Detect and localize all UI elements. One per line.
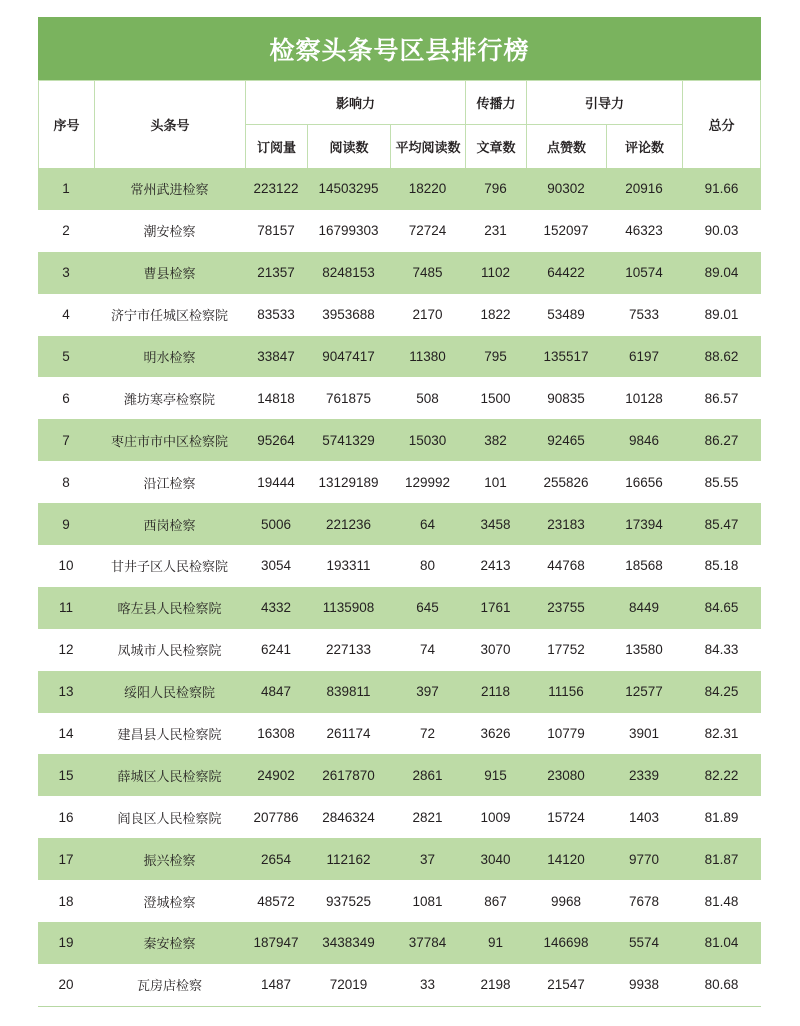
account-name-cell: 振兴检察 (143, 853, 196, 869)
subscriptions-cell: 16308 (257, 726, 295, 742)
likes-cell: 152097 (543, 223, 589, 239)
avg-reads-cell: 74 (419, 642, 436, 658)
comments-cell: 8449 (628, 600, 660, 616)
avg-reads-cell: 2861 (412, 767, 443, 783)
avg-reads-cell: 72 (419, 726, 436, 742)
subscriptions-cell: 83533 (257, 307, 295, 323)
avg-reads-cell: 2821 (412, 809, 443, 825)
table-row (38, 964, 761, 1006)
total-score-cell: 81.89 (704, 809, 739, 825)
subscriptions-cell: 2654 (260, 851, 292, 867)
account-name-cell: 建昌县人民检察院 (117, 728, 222, 744)
comments-cell: 2339 (628, 767, 660, 783)
subscriptions-cell: 207786 (253, 809, 299, 825)
reads-cell: 3953688 (322, 307, 375, 323)
rank-cell: 13 (58, 684, 74, 700)
comments-cell: 9846 (628, 432, 660, 448)
subscriptions-cell: 6241 (260, 642, 292, 658)
reads-cell: 72019 (329, 977, 368, 993)
subscriptions-cell: 14818 (257, 390, 295, 406)
table-row (38, 587, 761, 629)
rank-cell: 1 (62, 181, 70, 197)
avg-reads-cell: 1081 (412, 893, 443, 909)
articles-cell: 3040 (480, 851, 511, 867)
avg-reads-cell: 37 (419, 851, 436, 867)
reads-cell: 1135908 (322, 600, 375, 616)
subscriptions-cell: 3054 (260, 558, 292, 574)
rank-cell: 20 (58, 977, 74, 993)
likes-cell: 14120 (547, 851, 585, 867)
total-score-cell: 85.18 (704, 558, 739, 574)
likes-cell: 23080 (547, 767, 585, 783)
comments-cell: 12577 (625, 684, 663, 700)
rank-cell: 4 (62, 307, 70, 323)
reads-cell: 2617870 (322, 767, 375, 783)
articles-cell: 3070 (480, 642, 511, 658)
avg-reads-cell: 15030 (408, 432, 447, 448)
total-score-cell: 84.25 (704, 684, 739, 700)
rank-cell: 10 (58, 558, 74, 574)
avg-reads-cell: 72724 (408, 223, 447, 239)
header-group-guidance: 引导力 (526, 80, 683, 125)
subscriptions-cell: 223122 (253, 181, 299, 197)
table-row (38, 252, 761, 294)
rank-cell: 5 (62, 349, 70, 364)
likes-cell: 23755 (547, 600, 585, 616)
rank-cell: 19 (58, 935, 74, 951)
articles-cell: 1761 (480, 600, 511, 616)
total-score-cell: 85.47 (704, 516, 739, 532)
reads-cell: 5741329 (322, 432, 375, 448)
reads-cell: 839811 (326, 684, 371, 700)
table-row (38, 671, 761, 713)
subscriptions-cell: 1487 (260, 977, 292, 993)
account-name-cell: 沿江检察 (143, 476, 196, 492)
total-score-cell: 84.65 (704, 600, 739, 616)
articles-cell: 2198 (480, 977, 511, 993)
account-name-cell: 曹县检察 (143, 267, 196, 283)
articles-cell: 795 (484, 349, 507, 364)
header-reads: 阅读数 (307, 124, 391, 169)
subscriptions-cell: 95264 (257, 432, 295, 448)
header-subscriptions: 订阅量 (245, 124, 308, 169)
likes-cell: 90835 (547, 390, 585, 406)
articles-cell: 101 (484, 474, 507, 490)
rank-cell: 14 (58, 726, 74, 742)
articles-cell: 796 (484, 181, 507, 197)
account-name-cell: 甘井子区人民检察院 (110, 560, 228, 576)
page-title: 检察头条号区县排行榜 (38, 17, 761, 80)
reads-cell: 8248153 (322, 265, 375, 281)
total-score-cell: 89.04 (704, 265, 739, 281)
header-articles: 文章数 (465, 124, 527, 169)
reads-cell: 227133 (325, 642, 372, 658)
avg-reads-cell: 508 (416, 390, 439, 406)
table-row (38, 629, 761, 671)
articles-cell: 3458 (480, 516, 511, 532)
likes-cell: 53489 (547, 307, 585, 323)
account-name-cell: 秦安检察 (143, 937, 196, 953)
account-name-cell: 澄城检察 (143, 895, 196, 911)
comments-cell: 9938 (628, 977, 660, 993)
comments-cell: 20916 (625, 181, 663, 197)
avg-reads-cell: 80 (419, 558, 436, 574)
table-row (38, 377, 761, 419)
articles-cell: 915 (484, 767, 507, 783)
account-name-cell: 绥阳人民检察院 (123, 686, 215, 702)
table-row (38, 838, 761, 880)
articles-cell: 3626 (480, 726, 511, 742)
total-score-cell: 81.04 (704, 935, 739, 951)
total-score-cell: 85.55 (704, 474, 739, 490)
likes-cell: 21547 (547, 977, 585, 993)
rank-cell: 18 (58, 893, 74, 909)
reads-cell: 2846324 (322, 809, 375, 825)
table-row (38, 461, 761, 503)
rank-cell: 2 (62, 223, 70, 239)
subscriptions-cell: 4847 (260, 684, 292, 700)
subscriptions-cell: 33847 (257, 349, 295, 364)
total-score-cell: 82.22 (704, 767, 739, 783)
likes-cell: 9968 (550, 893, 582, 909)
reads-cell: 937525 (325, 893, 372, 909)
subscriptions-cell: 78157 (257, 223, 295, 239)
account-name-cell: 常州武进检察 (130, 183, 209, 199)
reads-cell: 112162 (326, 851, 371, 867)
account-name-cell: 瓦房店检察 (136, 979, 202, 995)
articles-cell: 1102 (480, 265, 511, 281)
rank-cell: 11 (58, 600, 73, 616)
table-row (38, 880, 761, 922)
total-score-cell: 90.03 (704, 223, 739, 239)
likes-cell: 146698 (543, 935, 589, 951)
articles-cell: 2118 (480, 684, 511, 700)
articles-cell: 1009 (480, 809, 511, 825)
account-name-cell: 西岗检察 (143, 518, 196, 534)
account-name-cell: 潍坊寒亭检察院 (123, 392, 215, 408)
comments-cell: 10574 (625, 265, 663, 281)
total-score-cell: 91.66 (704, 181, 739, 197)
comments-cell: 10128 (625, 390, 663, 406)
subscriptions-cell: 19444 (257, 474, 295, 490)
account-name-cell: 济宁市任城区检察院 (110, 309, 228, 325)
header-group-influence: 影响力 (245, 80, 466, 125)
total-score-cell: 81.48 (704, 893, 739, 909)
avg-reads-cell: 37784 (408, 935, 447, 951)
total-score-cell: 86.27 (704, 432, 739, 448)
comments-cell: 3901 (628, 726, 660, 742)
comments-cell: 1403 (628, 809, 660, 825)
comments-cell: 7533 (628, 307, 660, 323)
articles-cell: 2413 (480, 558, 511, 574)
table-row (38, 754, 761, 796)
account-name-cell: 潮安检察 (143, 225, 196, 241)
rank-cell: 9 (62, 516, 70, 532)
avg-reads-cell: 129992 (404, 474, 451, 490)
comments-cell: 16656 (625, 474, 663, 490)
reads-cell: 9047417 (322, 349, 375, 364)
rank-cell: 3 (62, 265, 70, 281)
avg-reads-cell: 397 (416, 684, 439, 700)
header-group-spread: 传播力 (465, 80, 527, 125)
comments-cell: 7678 (628, 893, 660, 909)
total-score-cell: 80.68 (704, 977, 739, 993)
comments-cell: 17394 (625, 516, 663, 532)
total-score-cell: 88.62 (704, 349, 739, 364)
table-row (38, 419, 761, 461)
account-name-cell: 凤城市人民检察院 (117, 644, 222, 660)
reads-cell: 261174 (326, 726, 371, 742)
rank-cell: 17 (58, 851, 74, 867)
avg-reads-cell: 7485 (412, 265, 443, 281)
likes-cell: 23183 (547, 516, 585, 532)
account-name-cell: 喀左县人民检察院 (117, 602, 222, 618)
subscriptions-cell: 187947 (253, 935, 299, 951)
comments-cell: 6197 (628, 349, 660, 364)
table-row (38, 545, 761, 587)
comments-cell: 13580 (625, 642, 663, 658)
reads-cell: 761875 (325, 390, 372, 406)
subscriptions-cell: 5006 (260, 516, 292, 532)
header-account: 头条号 (94, 80, 246, 169)
likes-cell: 135517 (543, 349, 589, 364)
total-score-cell: 86.57 (704, 390, 739, 406)
account-name-cell: 薛城区人民检察院 (117, 769, 222, 785)
header-total: 总分 (682, 80, 761, 169)
rank-cell: 16 (58, 809, 74, 825)
rank-cell: 15 (58, 767, 74, 783)
rank-cell: 6 (62, 390, 70, 406)
header-likes: 点赞数 (526, 124, 607, 169)
total-score-cell: 89.01 (704, 307, 739, 323)
reads-cell: 16799303 (318, 223, 379, 239)
likes-cell: 11156 (548, 684, 584, 700)
avg-reads-cell: 11380 (409, 349, 446, 364)
table-row (38, 168, 761, 210)
account-name-cell: 阎良区人民检察院 (117, 811, 222, 827)
table-row (38, 922, 761, 964)
likes-cell: 17752 (547, 642, 585, 658)
avg-reads-cell: 33 (419, 977, 436, 993)
table-row (38, 713, 761, 755)
subscriptions-cell: 21357 (257, 265, 295, 281)
likes-cell: 255826 (543, 474, 589, 490)
reads-cell: 13129189 (318, 474, 379, 490)
table-row (38, 210, 761, 252)
reads-cell: 3438349 (322, 935, 375, 951)
table-row (38, 796, 761, 838)
header-avg-reads: 平均阅读数 (390, 124, 466, 169)
comments-cell: 18568 (625, 558, 663, 574)
likes-cell: 15724 (547, 809, 585, 825)
likes-cell: 64422 (547, 265, 585, 281)
reads-cell: 193311 (326, 558, 371, 574)
articles-cell: 867 (484, 893, 507, 909)
total-score-cell: 82.31 (704, 726, 739, 742)
comments-cell: 9770 (628, 851, 660, 867)
avg-reads-cell: 64 (419, 516, 436, 532)
avg-reads-cell: 18220 (408, 181, 447, 197)
table-row (38, 336, 761, 378)
rank-cell: 8 (62, 474, 70, 490)
account-name-cell: 明水检察 (143, 351, 196, 366)
header-comments: 评论数 (606, 124, 683, 169)
likes-cell: 90302 (547, 181, 585, 197)
total-score-cell: 81.87 (704, 851, 739, 867)
likes-cell: 92465 (547, 432, 585, 448)
table-row (38, 294, 761, 336)
subscriptions-cell: 4332 (260, 600, 292, 616)
likes-cell: 10779 (547, 726, 585, 742)
reads-cell: 14503295 (318, 181, 379, 197)
comments-cell: 46323 (625, 223, 663, 239)
account-name-cell: 枣庄市市中区检察院 (110, 434, 228, 450)
rank-cell: 7 (62, 432, 70, 448)
reads-cell: 221236 (325, 516, 372, 532)
articles-cell: 1500 (480, 390, 511, 406)
rank-cell: 12 (58, 642, 74, 658)
ranking-table-body (38, 168, 761, 1006)
total-score-cell: 84.33 (704, 642, 739, 658)
avg-reads-cell: 2170 (412, 307, 443, 323)
subscriptions-cell: 24902 (257, 767, 295, 783)
articles-cell: 1822 (480, 307, 511, 323)
avg-reads-cell: 645 (416, 600, 439, 616)
table-row (38, 503, 761, 545)
subscriptions-cell: 48572 (257, 893, 295, 909)
articles-cell: 231 (484, 223, 507, 239)
likes-cell: 44768 (547, 558, 585, 574)
header-rank: 序号 (38, 80, 95, 169)
comments-cell: 5574 (628, 935, 660, 951)
articles-cell: 382 (484, 432, 507, 448)
articles-cell: 91 (487, 935, 504, 951)
